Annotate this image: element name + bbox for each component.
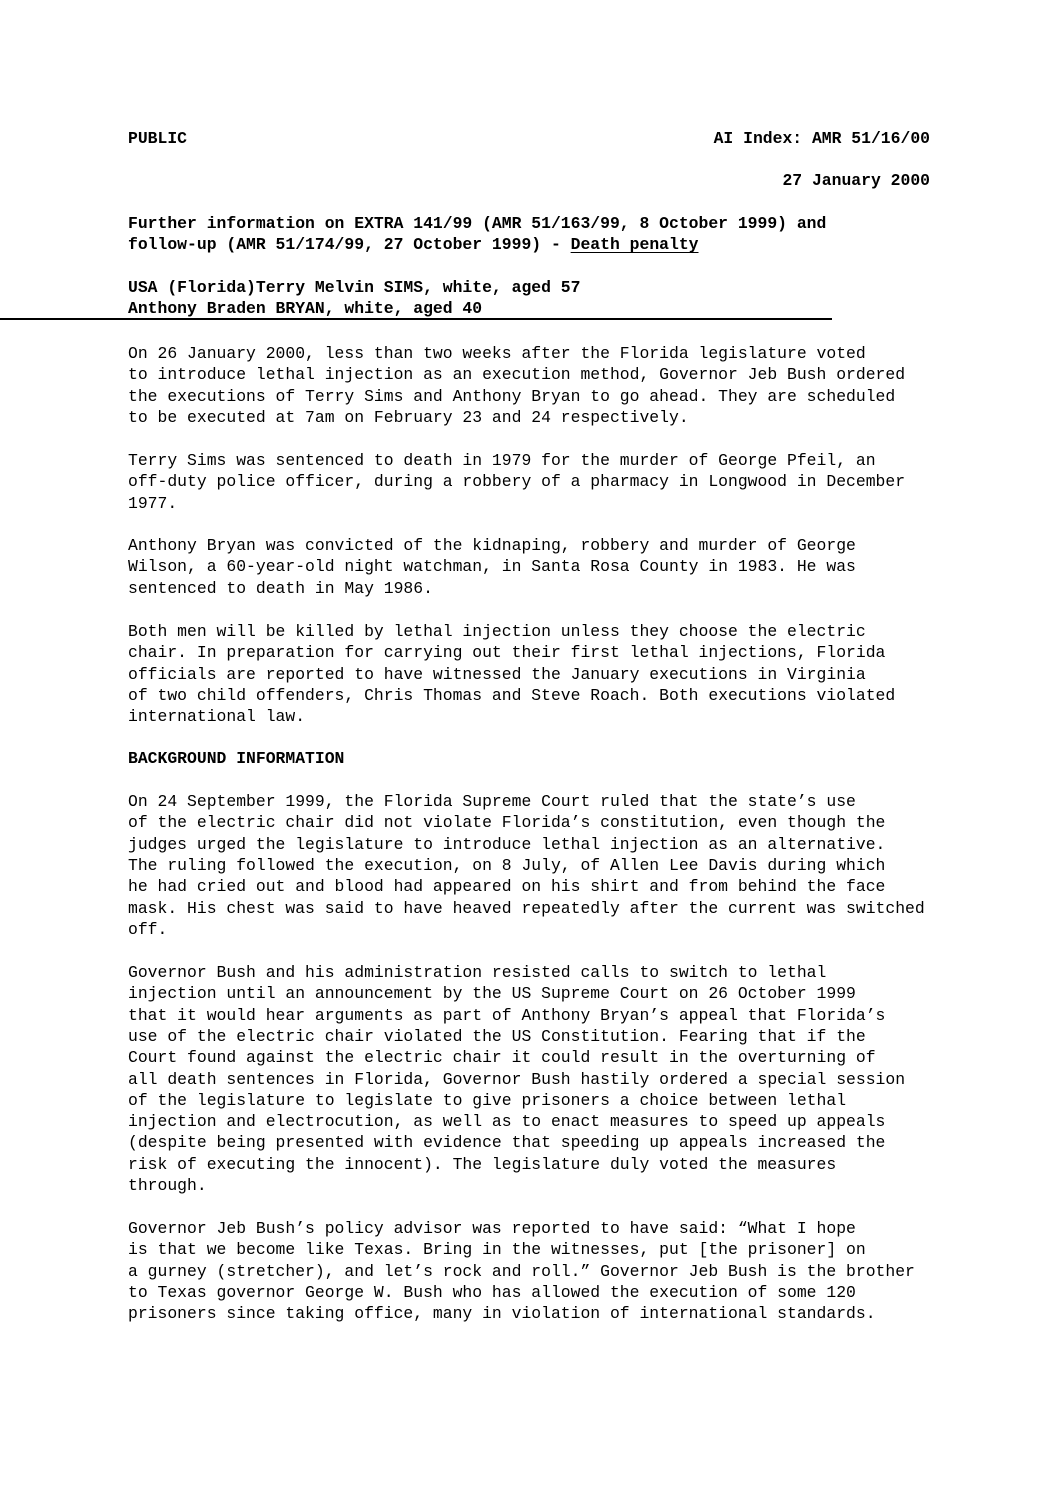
subject-line-2: Anthony Braden BRYAN, white, aged 40 [128,299,483,318]
title-death-penalty: Death penalty [570,235,699,254]
title-line-2-prefix: follow-up (AMR 51/174/99, 27 October 1999) - [128,235,571,254]
document-date: 27 January 2000 [782,171,930,190]
paragraph-line: Both men will be killed by lethal injection unless they choose the electric [128,622,866,641]
paragraph-line: of the legislature to legislate to give prisoners a choice between lethal [128,1090,847,1110]
paragraph-line: On 24 September 1999, the Florida Supreme Court ruled that the state’s use [128,792,856,811]
paragraph-line: use of the electric chair violated the US Constitution. Fearing that if the [128,1026,866,1046]
paragraph-line: judges urged the legislature to introduce lethal injection as an alternative. [128,834,886,854]
paragraph-line: officials are reported to have witnessed the January executions in Virginia [128,664,866,684]
paragraph-line: prisoners since taking office, many in violation of international standards. [128,1304,876,1324]
paragraph-line: the executions of Terry Sims and Anthony Bryan to go ahead. They are scheduled [128,386,896,406]
ai-index: AI Index: AMR 51/16/00 [713,129,930,148]
paragraph-line: all death sentences in Florida, Governor Bush hastily ordered a special session [128,1069,906,1089]
paragraph-line: Court found against the electric chair it could result in the overturning of [128,1048,876,1068]
paragraph-line: On 26 January 2000, less than two weeks after the Florida legislature voted [128,344,866,363]
paragraph-line: that it would hear arguments as part of Anthony Bryan’s appeal that Florida’s [128,1005,886,1025]
paragraph-line: injection until an announcement by the US Supreme Court on 26 October 1999 [128,984,856,1004]
paragraph-line: injection and electrocution, as well as to enact measures to speed up appeals [128,1112,886,1132]
classification-label: PUBLIC [128,129,188,148]
paragraph-line: sentenced to death in May 1986. [128,578,433,598]
subject-line-1: USA (Florida)Terry Melvin SIMS, white, aged 57 [128,278,581,297]
paragraph-line: of the electric chair did not violate Florida’s constitution, even though the [128,813,886,833]
paragraph-line: off-duty police officer, during a robbery of a pharmacy in Longwood in December [128,472,906,492]
paragraph-line: to Texas governor George W. Bush who has allowed the execution of some 120 [128,1282,856,1302]
paragraph-line: he had cried out and blood had appeared on his shirt and from behind the face [128,877,886,897]
paragraph-line: to introduce lethal injection as an execution method, Governor Jeb Bush ordered [128,365,906,385]
paragraph-line: to be executed at 7am on February 23 and 24 respectively. [128,407,689,427]
paragraph-line: international law. [128,707,306,727]
paragraph-line: 1977. [128,493,178,513]
paragraph-line: through. [128,1176,207,1195]
title-line-1: Further information on EXTRA 141/99 (AMR 51/163/99, 8 October 1999) and [128,214,827,233]
paragraph-line: Anthony Bryan was convicted of the kidnaping, robbery and murder of George [128,536,856,555]
paragraph-line: mask. His chest was said to have heaved repeatedly after the current was switched [128,898,925,918]
paragraph-line: Wilson, a 60-year-old night watchman, in Santa Rosa County in 1983. He was [128,557,856,577]
paragraph-line: off. [128,919,168,939]
paragraph-line: The ruling followed the execution, on 8 July, of Allen Lee Davis during which [128,855,886,875]
title-line-2 [128,234,699,255]
paragraph-line: is that we become like Texas. Bring in the witnesses, put [the prisoner] on [128,1240,866,1260]
paragraph-line: Governor Bush and his administration resisted calls to switch to lethal [128,963,827,982]
paragraph-line: a gurney (stretcher), and let’s rock and roll.” Governor Jeb Bush is the brother [128,1261,915,1281]
background-heading: BACKGROUND INFORMATION [128,749,345,768]
header-rule [0,318,832,320]
paragraph-line: chair. In preparation for carrying out their first lethal injections, Florida [128,643,886,663]
paragraph-line: (despite being presented with evidence that speeding up appeals increased the [128,1133,886,1153]
paragraph-line: of two child offenders, Chris Thomas and Steve Roach. Both executions violated [128,685,896,705]
paragraph-line: risk of executing the innocent). The legislature duly voted the measures [128,1154,837,1174]
paragraph-line: Terry Sims was sentenced to death in 1979 for the murder of George Pfeil, an [128,451,876,470]
paragraph-line: Governor Jeb Bush’s policy advisor was reported to have said: “What I hope [128,1219,856,1238]
